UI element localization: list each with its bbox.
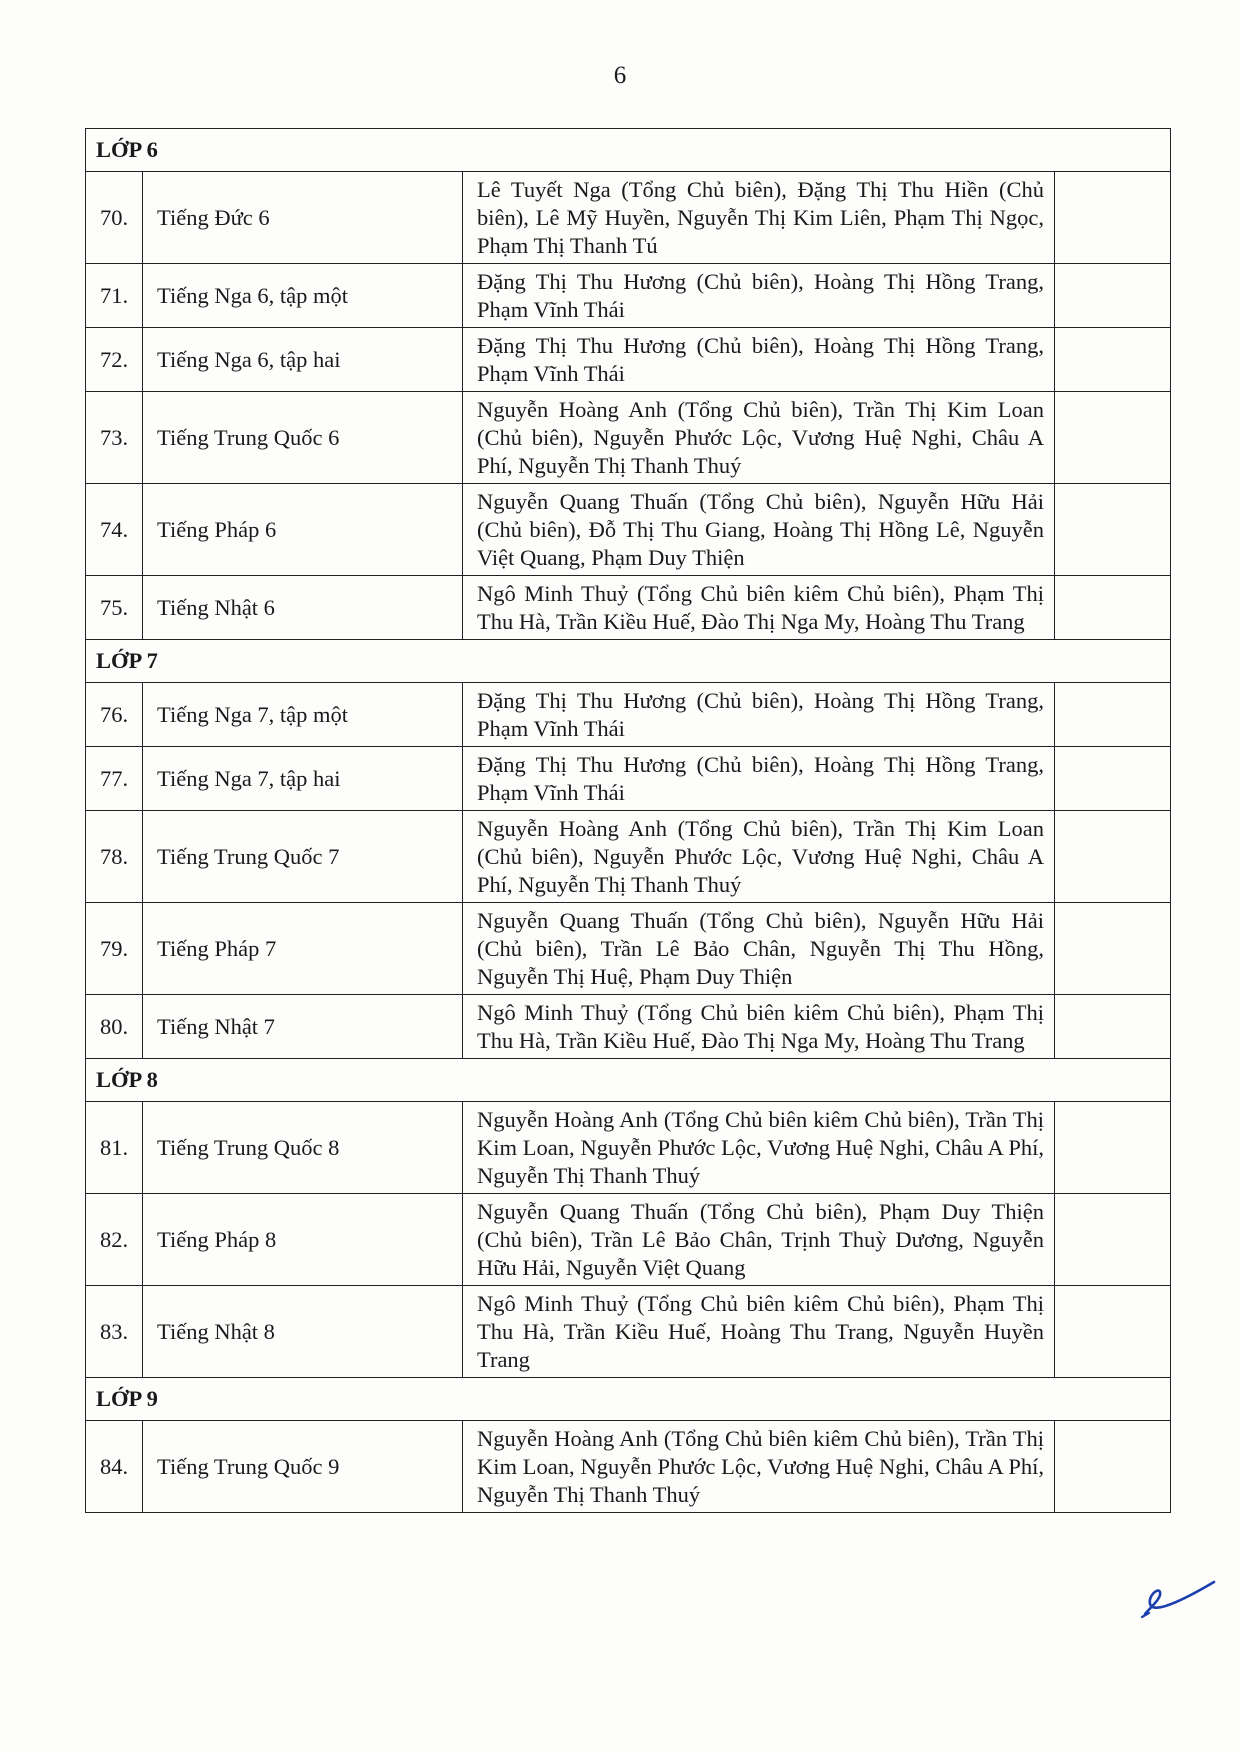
- row-number: 70.: [86, 172, 143, 264]
- table-row: [86, 995, 1171, 1059]
- table-row: [86, 328, 1171, 392]
- table-row: [86, 484, 1171, 576]
- grade-label: LỚP 8: [86, 1059, 1171, 1102]
- note-cell: [1055, 747, 1171, 811]
- book-authors: Đặng Thị Thu Hương (Chủ biên), Hoàng Thị Hồng Trang, Phạm Vĩnh Thái: [463, 264, 1055, 328]
- grade-header-row: [86, 1378, 1171, 1421]
- book-authors: Đặng Thị Thu Hương (Chủ biên), Hoàng Thị Hồng Trang, Phạm Vĩnh Thái: [463, 328, 1055, 392]
- book-title: Tiếng Pháp 7: [143, 903, 463, 995]
- row-number: 72.: [86, 328, 143, 392]
- row-number: 82.: [86, 1194, 143, 1286]
- grade-header-row: [86, 129, 1171, 172]
- book-authors: Đặng Thị Thu Hương (Chủ biên), Hoàng Thị Hồng Trang, Phạm Vĩnh Thái: [463, 683, 1055, 747]
- note-cell: [1055, 1102, 1171, 1194]
- table-row: [86, 1421, 1171, 1513]
- note-cell: [1055, 811, 1171, 903]
- book-authors: Nguyễn Quang Thuấn (Tổng Chủ biên), Nguyễn Hữu Hải (Chủ biên), Trần Lê Bảo Chân, Nguyễn Thị Thu Hồng, Nguyễn Thị Huệ, Phạm Duy Thiện: [463, 903, 1055, 995]
- book-title: Tiếng Đức 6: [143, 172, 463, 264]
- book-title: Tiếng Trung Quốc 7: [143, 811, 463, 903]
- book-authors: Ngô Minh Thuỷ (Tổng Chủ biên kiêm Chủ biên), Phạm Thị Thu Hà, Trần Kiều Huế, Hoàng Thu Trang, Nguyễn Huyền Trang: [463, 1286, 1055, 1378]
- row-number: 81.: [86, 1102, 143, 1194]
- row-number: 75.: [86, 576, 143, 640]
- table-row: [86, 392, 1171, 484]
- note-cell: [1055, 903, 1171, 995]
- book-authors: Lê Tuyết Nga (Tổng Chủ biên), Đặng Thị Thu Hiền (Chủ biên), Lê Mỹ Huyền, Nguyễn Thị Kim Liên, Phạm Thị Ngọc, Phạm Thị Thanh Tú: [463, 172, 1055, 264]
- note-cell: [1055, 484, 1171, 576]
- book-title: Tiếng Trung Quốc 9: [143, 1421, 463, 1513]
- note-cell: [1055, 264, 1171, 328]
- row-number: 77.: [86, 747, 143, 811]
- book-authors: Đặng Thị Thu Hương (Chủ biên), Hoàng Thị Hồng Trang, Phạm Vĩnh Thái: [463, 747, 1055, 811]
- table-row: [86, 811, 1171, 903]
- grade-label: LỚP 7: [86, 640, 1171, 683]
- row-number: 76.: [86, 683, 143, 747]
- note-cell: [1055, 995, 1171, 1059]
- note-cell: [1055, 1194, 1171, 1286]
- page-number: 6: [613, 62, 627, 89]
- table-row: [86, 747, 1171, 811]
- row-number: 79.: [86, 903, 143, 995]
- note-cell: [1055, 683, 1171, 747]
- row-number: 78.: [86, 811, 143, 903]
- table-row: [86, 1102, 1171, 1194]
- book-title: Tiếng Pháp 6: [143, 484, 463, 576]
- row-number: 71.: [86, 264, 143, 328]
- book-title: Tiếng Trung Quốc 8: [143, 1102, 463, 1194]
- book-title: Tiếng Nga 6, tập một: [143, 264, 463, 328]
- signature-mark: [1140, 1570, 1220, 1620]
- book-title: Tiếng Nhật 8: [143, 1286, 463, 1378]
- book-authors: Nguyễn Hoàng Anh (Tổng Chủ biên), Trần Thị Kim Loan (Chủ biên), Nguyễn Phước Lộc, Vương Huệ Nghi, Châu A Phí, Nguyễn Thị Thanh Thuý: [463, 392, 1055, 484]
- book-title: Tiếng Nhật 7: [143, 995, 463, 1059]
- table-row: [86, 1194, 1171, 1286]
- book-title: Tiếng Nhật 6: [143, 576, 463, 640]
- book-authors: Ngô Minh Thuỷ (Tổng Chủ biên kiêm Chủ biên), Phạm Thị Thu Hà, Trần Kiều Huế, Đào Thị Nga My, Hoàng Thu Trang: [463, 576, 1055, 640]
- grade-header-row: [86, 640, 1171, 683]
- book-title: Tiếng Nga 6, tập hai: [143, 328, 463, 392]
- grade-header-row: [86, 1059, 1171, 1102]
- row-number: 80.: [86, 995, 143, 1059]
- book-authors: Nguyễn Quang Thuấn (Tổng Chủ biên), Phạm Duy Thiện (Chủ biên), Trần Lê Bảo Chân, Trịnh Thuỳ Dương, Nguyễn Hữu Hải, Nguyễn Việt Quang: [463, 1194, 1055, 1286]
- book-authors: Nguyễn Hoàng Anh (Tổng Chủ biên), Trần Thị Kim Loan (Chủ biên), Nguyễn Phước Lộc, Vương Huệ Nghi, Châu A Phí, Nguyễn Thị Thanh Thuý: [463, 811, 1055, 903]
- row-number: 84.: [86, 1421, 143, 1513]
- table-row: [86, 1286, 1171, 1378]
- book-title: Tiếng Nga 7, tập hai: [143, 747, 463, 811]
- book-title: Tiếng Nga 7, tập một: [143, 683, 463, 747]
- grade-label: LỚP 9: [86, 1378, 1171, 1421]
- book-authors: Nguyễn Hoàng Anh (Tổng Chủ biên kiêm Chủ biên), Trần Thị Kim Loan, Nguyễn Phước Lộc, Vương Huệ Nghi, Châu A Phí, Nguyễn Thị Thanh Thuý: [463, 1421, 1055, 1513]
- table-body: [86, 129, 1171, 1513]
- textbook-table: [85, 128, 1171, 1513]
- grade-label: LỚP 6: [86, 129, 1171, 172]
- book-title: Tiếng Trung Quốc 6: [143, 392, 463, 484]
- book-title: Tiếng Pháp 8: [143, 1194, 463, 1286]
- note-cell: [1055, 1421, 1171, 1513]
- note-cell: [1055, 1286, 1171, 1378]
- note-cell: [1055, 172, 1171, 264]
- note-cell: [1055, 328, 1171, 392]
- book-authors: Nguyễn Hoàng Anh (Tổng Chủ biên kiêm Chủ biên), Trần Thị Kim Loan, Nguyễn Phước Lộc, Vương Huệ Nghi, Châu A Phí, Nguyễn Thị Thanh Thuý: [463, 1102, 1055, 1194]
- row-number: 74.: [86, 484, 143, 576]
- table-row: [86, 683, 1171, 747]
- table-row: [86, 264, 1171, 328]
- table-row: [86, 172, 1171, 264]
- row-number: 73.: [86, 392, 143, 484]
- book-authors: Nguyễn Quang Thuấn (Tổng Chủ biên), Nguyễn Hữu Hải (Chủ biên), Đỗ Thị Thu Giang, Hoàng Thị Hồng Lê, Nguyễn Việt Quang, Phạm Duy Thiện: [463, 484, 1055, 576]
- note-cell: [1055, 576, 1171, 640]
- note-cell: [1055, 392, 1171, 484]
- table-row: [86, 903, 1171, 995]
- row-number: 83.: [86, 1286, 143, 1378]
- textbook-table-container: [85, 128, 1170, 1513]
- table-row: [86, 576, 1171, 640]
- book-authors: Ngô Minh Thuỷ (Tổng Chủ biên kiêm Chủ biên), Phạm Thị Thu Hà, Trần Kiều Huế, Đào Thị Nga My, Hoàng Thu Trang: [463, 995, 1055, 1059]
